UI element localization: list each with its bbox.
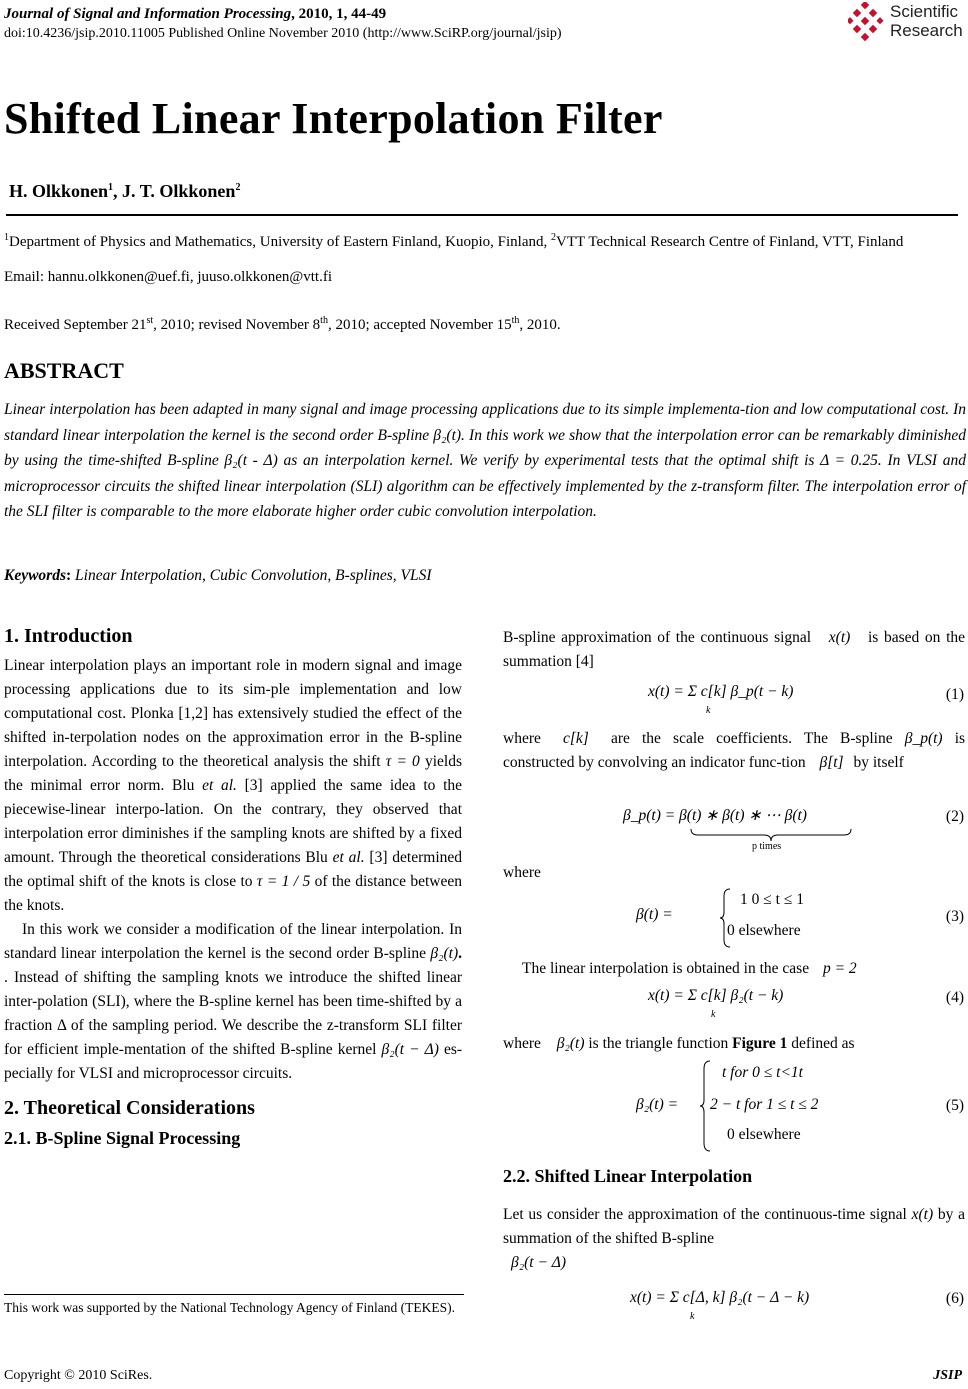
equation-1: x(t) = Σ c[k] β_p(t − k) bbox=[648, 683, 794, 700]
intro-p1a: Linear interpolation plays an important role in modern signal and image processing applications due to its sim-ple implementation and low computational cost. Plonka [1,2] has extensively studied the effect of the shifted in-terpolation nodes on the approximation error in the B-spline interpolation. According to the theoretical analysis the shift bbox=[4, 657, 462, 770]
eq4-sum-index: k bbox=[711, 1009, 716, 1020]
equation-4-number: (4) bbox=[945, 989, 964, 1006]
right-p1a: B-spline approximation of the continuous signal bbox=[503, 629, 812, 646]
eq5-case-2: 2 − t for 1 ≤ t ≤ 2 bbox=[710, 1096, 819, 1113]
keywords bbox=[4, 567, 432, 585]
right-math-beta2-shift: β₂(t − Δ) bbox=[511, 1254, 567, 1271]
affiliation bbox=[4, 228, 964, 252]
right-math-betap: β_p(t) bbox=[904, 730, 943, 747]
intro-p2b: . Instead of shifting the sampling knots we introduce the shifted linear inter-polation (SLI), where the B-spline kernel has been time-shifted by a fraction bbox=[4, 969, 462, 1034]
heading-shifted-text: 2.2. Shifted Linear Interpolation bbox=[503, 1166, 753, 1186]
equation-6-number: (6) bbox=[945, 1290, 964, 1307]
right-paragraph-4 bbox=[503, 1032, 965, 1056]
intro-paragraph-2: In this work we consider a modification of the linear interpolation. In standard linear interpolation the kernel is the second order B-spline β₂(t). . Instead of shifting the sampling knots we introduce the shifted linear inter-polation (SLI), where the B-spline kernel has been time-shifted by a fraction Δ of the sampling period. We describe the z-transform SLI filter for efficient imple-mentation of the shifted B-spline kernel β₂(t − Δ) es-pecially for VLSI and microprocessor circuits. bbox=[4, 921, 463, 1082]
affil-text-1: Department of Physics and Mathematics, University of Eastern Finland, Kuopio, Finland, bbox=[9, 234, 551, 250]
equation-5-number: (5) bbox=[945, 1097, 964, 1114]
where-1: where bbox=[503, 864, 541, 881]
paper-title: Shifted Linear Interpolation Filter bbox=[4, 94, 663, 143]
right-paragraph-5 bbox=[503, 1203, 965, 1275]
abstract-s4: . In VLSI and microprocessor circuits the shifted linear interpolation (SLI) algorithm can be effectively implemented by the z-transform filter. The interpolation error of the SLI filter is comparable to the more elaborate higher order cubic convolution interpolation. bbox=[4, 452, 967, 520]
keywords-list: Linear Interpolation, Cubic Convolution, B-splines, VLSI bbox=[75, 567, 432, 584]
right-math-betat: β[t] bbox=[819, 754, 844, 771]
author-1-sup: 1 bbox=[108, 182, 114, 193]
equation-2: β_p(t) = β(t) ∗ β(t) ∗ ⋯ β(t) bbox=[623, 807, 807, 824]
intro-p1f: [3] determined the optimal shift of the knots is close to bbox=[4, 849, 463, 890]
copyright: Copyright © 2010 SciRes. bbox=[4, 1368, 153, 1383]
email[interactable]: Email: hannu.olkkonen@uef.fi, juuso.olkkonen@vtt.fi bbox=[4, 269, 332, 285]
scientific-research-logo-icon bbox=[848, 2, 886, 42]
right-p2d: by itself bbox=[853, 754, 904, 771]
right-p2c: is constructed by convolving an indicator func-tion bbox=[503, 730, 966, 771]
abstract-s1: Linear interpolation has been adapted in many signal and image processing applications due to its simple implementa-tion and low computational cost. In standard linear interpolation the kernel is the second order B-spline bbox=[4, 401, 966, 444]
equation-6: x(t) = Σ c[Δ, k] β₂(t − Δ − k) bbox=[630, 1289, 810, 1306]
intro-math-tau0: τ = 0 bbox=[385, 753, 420, 770]
right-column-top bbox=[503, 626, 965, 674]
authors bbox=[9, 181, 240, 202]
footnote: This work was supported by the National Technology Agency of Finland (TEKES). bbox=[4, 1300, 455, 1315]
right-p5a: Let us consider the approximation of the continuous-time signal bbox=[503, 1206, 907, 1223]
journal-abbr: JSIP bbox=[933, 1368, 962, 1383]
right-p3: The linear interpolation is obtained in the case bbox=[522, 960, 810, 977]
intro-math-beta2-shift: β₂(t − Δ) bbox=[381, 1041, 439, 1058]
eq5-case-1: t for 0 ≤ t<1t bbox=[722, 1064, 803, 1081]
logo-line-1: Scientific bbox=[890, 2, 959, 21]
right-paragraph-2 bbox=[503, 727, 965, 775]
header-rule bbox=[6, 214, 958, 216]
intro-math-delta: Δ bbox=[56, 1017, 67, 1034]
right-math-beta2: β₂(t) bbox=[556, 1035, 585, 1052]
intro-p1b: yields the minimal error norm. Blu bbox=[4, 753, 462, 794]
abstract-body bbox=[4, 397, 966, 525]
logo-line-2: Research bbox=[890, 21, 963, 40]
intro-math-tau15: τ = 1 / 5 bbox=[256, 873, 311, 890]
received-c: , 2010; accepted November 15 bbox=[327, 317, 512, 333]
abstract-math-1: β₂(t) bbox=[433, 426, 462, 444]
eq5-case-3: 0 elsewhere bbox=[727, 1126, 801, 1143]
abstract-heading: ABSTRACT bbox=[4, 358, 124, 383]
figure-1-reference[interactable]: Figure 1 bbox=[732, 1035, 788, 1052]
abstract-s2: . In this work we show that the interpolation error can be remarkably diminished by using the time-shifted B-spline bbox=[4, 426, 967, 469]
equation-4: x(t) = Σ c[k] β₂(t − k) bbox=[648, 987, 784, 1004]
right-math-xt: x(t) bbox=[828, 629, 851, 646]
author-2: J. T. Olkkonen bbox=[122, 181, 236, 201]
doi-line[interactable]: doi:10.4236/jsip.2010.11005 Published Online November 2010 (http://www.SciRP.org/journal/jsip) bbox=[4, 26, 562, 41]
heading-bspline: 2.1. B-Spline Signal Processing bbox=[4, 1128, 241, 1148]
eq1-sum-index: k bbox=[706, 705, 711, 716]
author-2-sup: 2 bbox=[235, 182, 241, 193]
intro-p2a: In this work we consider a modification of the linear interpolation. In standard linear interpolation the kernel is the second order B-spline bbox=[4, 921, 462, 962]
journal-header bbox=[4, 4, 562, 44]
intro-p1e: et al. bbox=[332, 849, 365, 866]
equation-2-number: (2) bbox=[945, 808, 964, 825]
received-a: Received September 21 bbox=[4, 317, 147, 333]
author-sep: , bbox=[113, 181, 123, 201]
received-b-sup: th bbox=[320, 315, 328, 326]
right-p4b: is the triangle function bbox=[588, 1035, 729, 1052]
equation-1-number: (1) bbox=[945, 686, 964, 703]
intro-math-beta2: β₂(t) bbox=[430, 945, 459, 962]
keywords-colon: : bbox=[66, 567, 76, 584]
received-a-sup: st bbox=[146, 315, 154, 326]
left-column bbox=[4, 624, 462, 1150]
right-math-p2: p = 2 bbox=[822, 960, 857, 977]
right-p5b: by a summation of the shifted B-spline bbox=[503, 1206, 966, 1247]
right-p4d: defined as bbox=[791, 1035, 855, 1052]
right-p1b: is based on the summation [4] bbox=[503, 629, 966, 670]
right-p2b: are the scale coefficients. The B-spline bbox=[610, 730, 893, 747]
eq6-sum-index: k bbox=[690, 1311, 695, 1322]
eq3-case-1: 1 0 ≤ t ≤ 1 bbox=[740, 891, 804, 908]
eq3-lhs: β(t) = bbox=[636, 906, 673, 923]
journal-issue: , 2010, 1, 44-49 bbox=[291, 6, 387, 22]
eq2-brace-label: p times bbox=[752, 841, 782, 852]
right-paragraph-3 bbox=[522, 957, 857, 981]
right-math-xt-2: x(t) bbox=[911, 1206, 934, 1223]
abstract-s3: as an interpolation kernel. We verify by experimental tests that the optimal shift is bbox=[283, 452, 815, 469]
intro-p1d: [3] applied the same idea to the piecewise-linear interpo-lation. On the contrary, they observed that interpolation error diminishes if the sampling knots are shifted by a fixed amount. Through the theoretical considerations Blu bbox=[4, 777, 463, 866]
heading-theory: 2. Theoretical Considerations bbox=[4, 1097, 255, 1119]
received-d: , 2010. bbox=[519, 317, 561, 333]
intro-p2c: of the sampling period. We describe the z-transform SLI filter for efficient imple-mentation of the shifted B-spline kernel bbox=[4, 1017, 463, 1058]
abstract-math-3: Δ = 0.25 bbox=[820, 452, 878, 469]
affil-text-2: VTT Technical Research Centre of Finland, VTT, Finland bbox=[556, 234, 904, 250]
received-b: , 2010; revised November 8 bbox=[153, 317, 321, 333]
footnote-rule bbox=[4, 1294, 464, 1295]
logo-text bbox=[890, 2, 963, 40]
received-c-sup: th bbox=[511, 315, 520, 326]
affil-sup-2: 2 bbox=[551, 232, 556, 243]
intro-p1c: et al. bbox=[202, 777, 237, 794]
eq2-underbrace bbox=[690, 828, 852, 842]
author-1: H. Olkkonen bbox=[9, 181, 109, 201]
right-math-ck: c[k] bbox=[563, 730, 589, 747]
heading-shifted bbox=[503, 1164, 752, 1188]
eq3-case-2: 0 elsewhere bbox=[727, 922, 801, 939]
right-p2a: where bbox=[503, 730, 541, 747]
received-dates bbox=[4, 311, 964, 335]
intro-paragraph-1 bbox=[4, 654, 462, 918]
abstract-math-2: β₂(t - Δ) bbox=[224, 452, 278, 469]
eq5-lhs: β₂(t) = bbox=[636, 1096, 679, 1113]
right-paragraph-1 bbox=[503, 626, 965, 674]
equation-3-number: (3) bbox=[945, 908, 964, 925]
intro-p2d: es-pecially for VLSI and microprocessor circuits. bbox=[4, 1041, 463, 1082]
right-p4a: where bbox=[503, 1035, 541, 1052]
keywords-label: Keywords bbox=[4, 567, 66, 584]
heading-introduction: 1. Introduction bbox=[4, 625, 133, 647]
journal-name: Journal of Signal and Information Processing bbox=[4, 6, 292, 22]
affil-sup-1: 1 bbox=[4, 232, 9, 243]
intro-p1g: of the distance between the knots. bbox=[4, 873, 462, 914]
publisher-logo[interactable] bbox=[848, 2, 966, 44]
